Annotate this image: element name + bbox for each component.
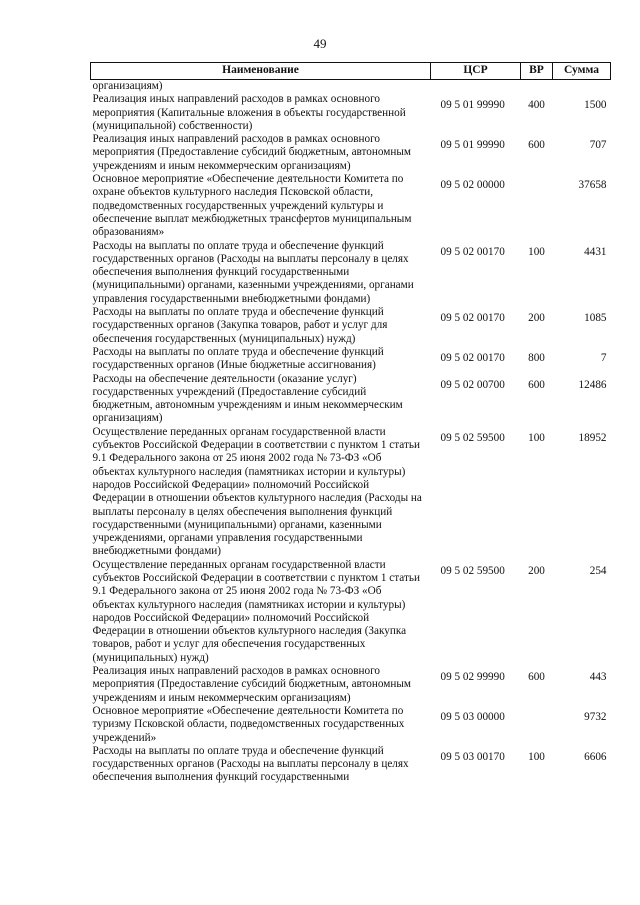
row-name: Основное мероприятие «Обеспечение деятельности Комитета по охране объектов культурного наследия Псковской области, подведомственных государственных учреждений культуры и обеспечение выплат межбюджетных трансфертов муниципальным образованиям»	[92, 173, 412, 239]
table-body	[91, 80, 611, 785]
row-name: организациям)	[92, 80, 163, 92]
row-vr-code	[521, 705, 553, 745]
table-row	[91, 705, 611, 745]
row-sum: 1085	[584, 312, 607, 325]
row-sum: 12486	[578, 378, 607, 391]
row-csr-code: 09 5 02 00700	[440, 378, 505, 391]
row-vr-code: 400	[528, 99, 545, 112]
row-vr-code: 800	[528, 351, 545, 364]
row-sum: 707	[589, 139, 607, 152]
row-vr-code: 600	[528, 671, 545, 684]
row-name: Расходы на выплаты по оплате труда и обеспечение функций государственных органов (Расходы на выплаты персоналу в целях обеспечения выполнения функций государственными	[92, 744, 409, 784]
row-csr-code: 09 5 02 00170	[440, 245, 505, 258]
header-sum: Сумма	[553, 63, 611, 80]
row-sum: 37658	[578, 179, 607, 192]
row-vr-code: 100	[528, 245, 545, 258]
table-row	[91, 240, 611, 306]
table-row	[91, 306, 611, 346]
row-csr-code	[431, 80, 521, 94]
table-row	[91, 133, 611, 173]
table-row	[91, 80, 611, 94]
table-row	[91, 93, 611, 133]
row-csr-code: 09 5 03 00000	[440, 710, 505, 723]
table-row	[91, 346, 611, 373]
row-vr-code: 600	[528, 139, 545, 152]
row-csr-code: 09 5 02 59500	[440, 431, 505, 444]
row-vr-code	[521, 173, 553, 239]
row-csr-code: 09 5 02 00170	[440, 351, 505, 364]
row-csr-code: 09 5 02 00170	[440, 312, 505, 325]
row-name: Расходы на выплаты по оплате труда и обеспечение функций государственных органов (Закупка товаров, работ и услуг для обеспечения государственных (муниципальных) нужд)	[92, 306, 388, 345]
row-csr-code: 09 5 02 59500	[440, 564, 505, 577]
row-name: Основное мероприятие «Обеспечение деятельности Комитета по туризму Псковской области, подведомственных государственных учреждений»	[92, 704, 405, 744]
row-csr-code: 09 5 01 99990	[440, 99, 505, 112]
row-sum: 4431	[584, 245, 607, 258]
header-csr: ЦСР	[431, 63, 521, 80]
row-name: Расходы на выплаты по оплате труда и обеспечение функций государственных органов (Иные бюджетные ассигнования)	[92, 345, 384, 372]
row-sum: 7	[600, 351, 607, 364]
row-sum: 1500	[584, 99, 607, 112]
table-row	[91, 665, 611, 705]
row-csr-code: 09 5 02 99990	[440, 671, 505, 684]
row-name: Расходы на выплаты по оплате труда и обеспечение функций государственных органов (Расходы на выплаты персоналу в целях обеспечения выполнения функций государственными (муниципальными) органами, казенными учреждениями, органами управления государственными внебюджетными фондами)	[92, 239, 414, 305]
row-sum: 254	[589, 564, 607, 577]
row-vr-code: 600	[528, 378, 545, 391]
row-csr-code: 09 5 03 00170	[440, 750, 505, 763]
row-vr-code: 200	[528, 312, 545, 325]
row-sum: 18952	[578, 431, 607, 444]
row-sum: 443	[589, 671, 607, 684]
table-header	[91, 63, 611, 80]
row-csr-code: 09 5 02 00000	[440, 179, 505, 192]
row-name: Расходы на обеспечение деятельности (оказание услуг) государственных учреждений (Предоставление субсидий бюджетным, автономным учреждениям и иным некоммерческим организациям)	[92, 372, 403, 425]
row-sum: 6606	[584, 750, 607, 763]
table-row	[91, 426, 611, 559]
row-name: Реализация иных направлений расходов в рамках основного мероприятия (Предоставление субсидий бюджетным, автономным учреждениям и иным некоммерческим организациям)	[92, 665, 411, 704]
budget-table	[90, 62, 611, 785]
row-vr-code: 100	[528, 750, 545, 763]
row-vr-code: 200	[528, 564, 545, 577]
table-row	[91, 559, 611, 665]
row-name: Осуществление переданных органам государственной власти субъектов Российской Федерации в соответствии с пунктом 1 статьи 9.1 Федерального закона от 25 июня 2002 года № 73-ФЗ «Об объектах культурного наследия (памятниках истории и культуры) народов Российской Федерации» полномочий Российской Федерации в отношении объектов культурного наследия (Расходы на выплаты персоналу в целях обеспечения выполнения функций государственными (муниципальными) органами, казенными учреждениями, органами управления государственными внебюджетными фондами)	[92, 425, 422, 558]
row-vr-code: 100	[528, 431, 545, 444]
row-name: Реализация иных направлений расходов в рамках основного мероприятия (Предоставление субсидий бюджетным, автономным учреждениям и иным некоммерческим организациям)	[92, 133, 411, 172]
page-number: 49	[313, 36, 327, 51]
table-row	[91, 173, 611, 239]
row-vr-code	[521, 80, 553, 94]
row-name: Реализация иных направлений расходов в рамках основного мероприятия (Капитальные вложения в объекты государственной (муниципальной) собственности)	[92, 93, 406, 132]
header-vr: ВР	[521, 63, 553, 80]
row-sum: 9732	[584, 710, 607, 723]
table-row	[91, 373, 611, 426]
row-sum	[553, 80, 611, 94]
row-name: Осуществление переданных органам государственной власти субъектов Российской Федерации в соответствии с пунктом 1 статьи 9.1 Федерального закона от 25 июня 2002 года № 73-ФЗ «Об объектах культурного наследия (памятниках истории и культуры) народов Российской Федерации» полномочий Российской Федерации в отношении объектов культурного наследия (Закупка товаров, работ и услуг для обеспечения государственных (муниципальных) нужд)	[92, 558, 420, 664]
header-name: Наименование	[91, 63, 431, 80]
table-row	[91, 745, 611, 785]
row-csr-code: 09 5 01 99990	[440, 139, 505, 152]
